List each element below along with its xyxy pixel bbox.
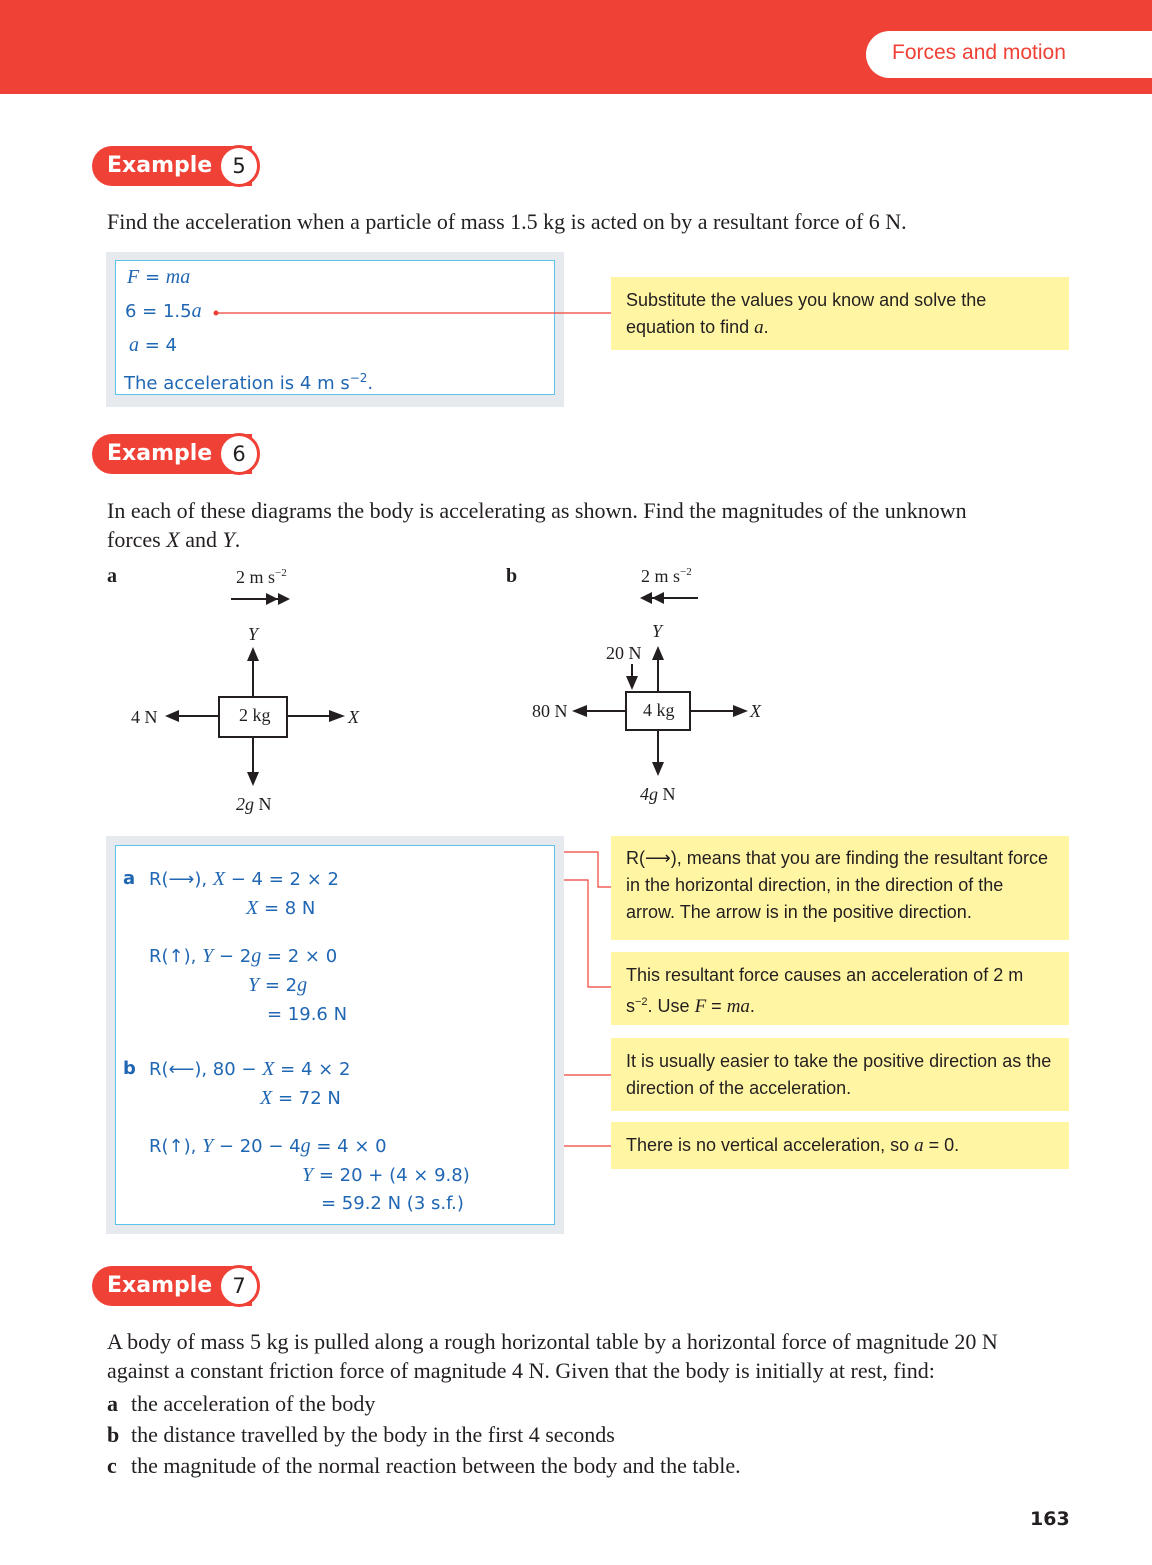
example-6-hint-4: There is no vertical acceleration, so a = 0.	[611, 1122, 1069, 1169]
diagram-b-force-left: 80 N	[532, 701, 568, 721]
ex5-line-2: 6 = 1.5a	[125, 300, 202, 322]
page-number: 163	[1030, 1508, 1070, 1530]
ex6-part-b-label: b	[123, 1058, 136, 1079]
diagram-a-mass: 2 kg	[239, 705, 271, 725]
ex6-b-line-5: = 59.2 N (3 s.f.)	[321, 1193, 464, 1214]
ex5-leader-line	[214, 311, 612, 316]
example-5-number: 5	[218, 145, 260, 187]
example-7-question-line-2: against a constant friction force of magnitude 4 N. Given that the body is initially at rest, find:	[107, 1358, 935, 1383]
ex5-line-1: F = ma	[127, 266, 191, 288]
chapter-title: Forces and motion	[892, 41, 1066, 64]
diagram-b-arrows	[572, 592, 748, 776]
ex6-a-line-1: R(⟶), X − 4 = 2 × 2	[149, 868, 339, 890]
ex6-part-a-label: a	[123, 868, 136, 889]
ex6-b-line-2: X = 72 N	[260, 1087, 341, 1109]
example-6-question-line-2: forces X and Y.	[107, 527, 241, 552]
diagram-b-acceleration: 2 m $s^{-2}$	[641, 566, 692, 586]
diagram-a-force-y: Y	[248, 624, 259, 644]
example-7-number: 7	[218, 1265, 260, 1307]
example-6-hint-3: It is usually easier to take the positive direction as the direction of the acceleration.	[611, 1038, 1069, 1111]
diagram-a-weight: 2g N	[236, 794, 272, 814]
ex6-a-line-3: R(↑), Y − 2g = 2 × 0	[149, 945, 338, 967]
diagram-a-force-x: X	[348, 707, 359, 727]
example-6-question-line-1: In each of these diagrams the body is accelerating as shown. Find the magnitudes of the unknown	[107, 498, 967, 523]
ex6-a-line-5: = 19.6 N	[267, 1004, 348, 1025]
diagram-b-force-top: 20 N	[606, 643, 642, 663]
ex6-b-line-4: Y = 20 + (4 × 9.8)	[302, 1164, 470, 1186]
ex6-b-line-1: R(⟵), 80 − X = 4 × 2	[149, 1058, 351, 1080]
diagram-a-block	[219, 697, 287, 737]
example-7-question-line-1: A body of mass 5 kg is pulled along a rough horizontal table by a horizontal force of magnitude 20 N	[107, 1329, 998, 1354]
diagram-a-force-left: 4 N	[131, 707, 158, 727]
example-6-hint-2: This resultant force causes an acceleration of 2 m $s^{-2}$. Use F = ma.	[611, 952, 1069, 1025]
ex5-line-3: a = 4	[129, 334, 177, 356]
example-7-item-b: b the distance travelled by the body in the first 4 seconds	[107, 1422, 615, 1447]
example-7-item-c: c the magnitude of the normal reaction between the body and the table.	[107, 1453, 741, 1478]
diagram-a-arrows	[165, 593, 345, 786]
example-5-hint: Substitute the values you know and solve the equation to find a.	[611, 277, 1069, 350]
ex6-b-line-3: R(↑), Y − 20 − 4g = 4 × 0	[149, 1135, 387, 1157]
ex6-a-line-2: X = 8 N	[246, 897, 316, 919]
ex6-a-line-4: Y = 2g	[248, 974, 308, 996]
diagram-b-label: b	[506, 565, 518, 587]
example-6-number: 6	[218, 433, 260, 475]
example-7-label: Example	[107, 1273, 213, 1298]
example-7-item-a: a the acceleration of the body	[107, 1391, 376, 1416]
diagram-b-mass: 4 kg	[643, 700, 675, 720]
diagram-b-force-x: X	[750, 701, 761, 721]
diagram-b-force-y: Y	[652, 621, 663, 641]
example-5-label: Example	[107, 153, 213, 178]
diagram-b-weight: 4g N	[640, 784, 676, 804]
example-6-hint-1: R(⟶), means that you are finding the resultant force in the horizontal direction, in the direction of the arrow. The arrow is in the positive direction.	[611, 836, 1069, 940]
example-6-label: Example	[107, 441, 213, 466]
diagram-a-label: a	[107, 565, 117, 587]
ex5-line-4: The acceleration is 4 m $s^{-2}$.	[124, 371, 374, 394]
example-5-question: Find the acceleration when a particle of mass 1.5 kg is acted on by a resultant force of 6 N.	[107, 209, 907, 234]
diagram-a-acceleration: 2 m $s^{-2}$	[236, 567, 287, 587]
